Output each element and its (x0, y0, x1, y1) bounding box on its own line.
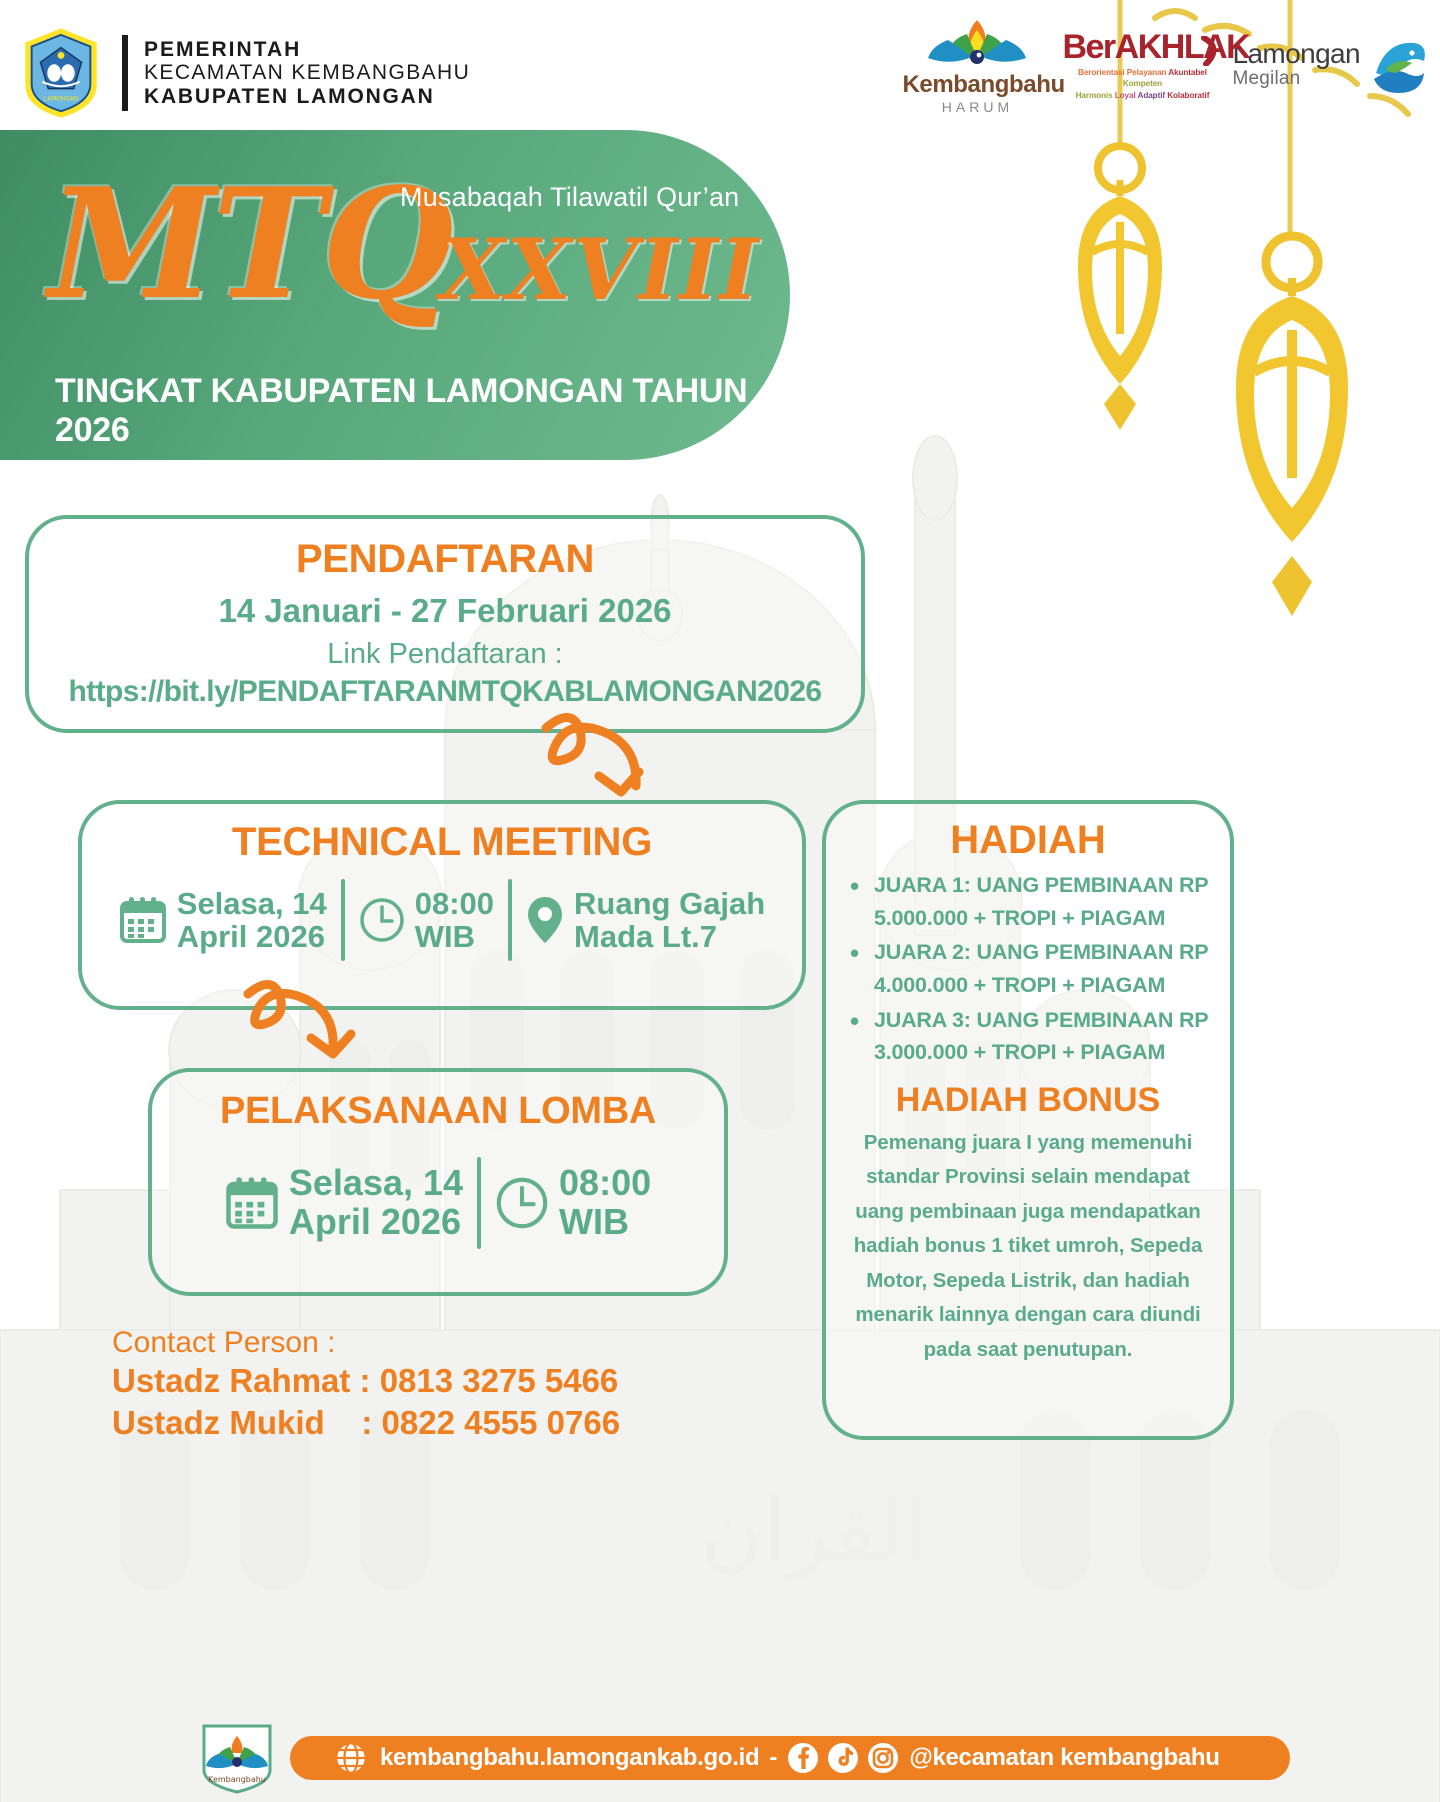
contact-person-1: Ustadz Rahmat : 0813 3275 5466 (112, 1362, 619, 1399)
kembangbahu-sub: HARUM (941, 99, 1014, 115)
pl-date-cell (211, 1164, 477, 1242)
berakhlak-title: BerAKHLAK (1062, 28, 1250, 67)
technical-meeting-card (78, 800, 806, 1010)
pl-date-line-2: April 2026 (288, 1201, 461, 1242)
hadiah-bonus-title: HADIAH BONUS (895, 1081, 1161, 1120)
kembangbahu-lotus-icon (918, 16, 1036, 68)
pendaftaran-link-label: Link Pendaftaran : (327, 638, 563, 670)
footer-social-icons (787, 1742, 899, 1774)
gov-line-3: KABUPATEN LAMONGAN (144, 84, 435, 108)
tm-date-text (177, 887, 327, 954)
pl-time-line-1: 08:00 (559, 1162, 652, 1204)
lamongan-crest-icon (22, 28, 100, 118)
pelaksanaan-lomba-card (148, 1068, 728, 1296)
contact-person-2: Ustadz Mukid : 0822 4555 0766 (112, 1403, 621, 1441)
clock-icon (495, 1174, 549, 1232)
tm-date-line-1: Selasa, 14 (176, 885, 327, 921)
footer-bar (290, 1736, 1290, 1780)
berakhlak-swoosh-icon (1200, 36, 1226, 66)
tm-date-line-2: April 2026 (176, 919, 325, 954)
tm-time-line-1: 08:00 (414, 885, 495, 921)
hadiah-title: HADIAH (950, 818, 1106, 862)
svg-text:القران: القران (700, 1481, 929, 1581)
gov-line-1: PEMERINTAH (144, 37, 302, 61)
pendaftaran-url[interactable]: https://bit.ly/PENDAFTARANMTQKABLAMONGAN2026 (68, 675, 822, 708)
mtq-subtitle: Musabaqah Tilawatil Qur’an (400, 182, 740, 212)
facebook-icon[interactable] (787, 1742, 819, 1774)
page-header (0, 0, 1440, 140)
calendar-icon (225, 1175, 279, 1231)
hadiah-card (822, 800, 1234, 1440)
tm-time-text (415, 887, 494, 954)
tm-place-line-2: Mada Lt.7 (574, 919, 717, 954)
footer-social-handle[interactable]: @kecamatan kembangbahu (909, 1744, 1220, 1771)
lantern-right (1236, 236, 1348, 616)
pl-time-line-2: WIB (559, 1201, 630, 1242)
berakhlak-sub: Berorientasi Pelayanan Akuntabel Kompeten Harmonis Loyal Adaptif Kolaboratif (1075, 68, 1210, 100)
tm-time-cell (345, 887, 508, 954)
gov-line-2: KECAMATAN KEMBANGBAHU (144, 61, 471, 85)
header-divider (122, 35, 128, 111)
footer-website[interactable]: kembangbahu.lamongankab.go.id (380, 1744, 760, 1771)
curved-arrow-down-icon-2 (228, 980, 358, 1080)
lamongan-line-1: Lamongan (1232, 38, 1360, 70)
globe-icon (334, 1741, 368, 1775)
lamongan-line-2: Megilan (1232, 68, 1301, 90)
title-banner (0, 130, 790, 460)
technical-meeting-title: TECHNICAL MEETING (231, 820, 653, 864)
contact-label: Contact Person : (112, 1326, 336, 1359)
tm-date-cell (105, 887, 341, 954)
pl-time-text (559, 1164, 651, 1242)
svg-text:Kembangbahu: Kembangbahu (208, 1775, 266, 1784)
crest-label: LAMONGAN (43, 96, 79, 103)
curved-arrow-down-icon (520, 710, 660, 820)
pelaksanaan-details (152, 1157, 724, 1249)
logo-berakhlak (1062, 28, 1250, 100)
government-text (144, 38, 470, 109)
hadiah-bonus-text: Pemenang juara I yang memenuhi standar Provinsi selain mendapat uang pembinaan juga mendapatkan hadiah bonus 1 tiket umroh, Sepeda Motor, Sepeda Listrik, dan hadiah menarik lainnya dengan cara diundi pada saat penutupan. (853, 1131, 1203, 1361)
tm-place-cell (512, 887, 779, 954)
tm-place-line-1: Ruang Gajah (574, 885, 766, 921)
lamongan-fish-wave-icon (1366, 33, 1432, 99)
calendar-icon (119, 895, 167, 945)
hadiah-list (848, 869, 1216, 1069)
technical-meeting-details (82, 879, 802, 961)
instagram-icon[interactable] (867, 1742, 899, 1774)
mtq-acronym: MTQ (48, 154, 450, 333)
tm-time-line-2: WIB (414, 919, 475, 954)
lantern-left (1078, 146, 1162, 430)
mtq-scope-line: TINGKAT KABUPATEN LAMONGAN TAHUN 2026 (55, 372, 748, 449)
pelaksanaan-title: PELAKSANAAN LOMBA (219, 1090, 657, 1132)
pendaftaran-title: PENDAFTARAN (295, 537, 595, 581)
logo-kembangbahu (902, 16, 1065, 115)
list-item: • JUARA 3: UANG PEMBINAAN RP 3.000.000 + TROPI + PIAGAM (848, 1004, 1216, 1069)
tm-place-text (574, 887, 765, 954)
footer-kembangbahu-badge (198, 1722, 276, 1794)
mtq-roman-numeral: XXVIII (440, 220, 760, 319)
location-pin-icon (526, 894, 564, 946)
pl-date-line-1: Selasa, 14 (288, 1162, 464, 1204)
footer-separator: - (769, 1744, 778, 1771)
tiktok-icon[interactable] (827, 1742, 859, 1774)
government-identity (22, 28, 470, 118)
pendaftaran-card (25, 515, 865, 733)
pl-time-cell (481, 1164, 665, 1242)
clock-icon (359, 895, 405, 945)
contact-block (112, 1326, 620, 1443)
kembangbahu-name: Kembangbahu (902, 71, 1065, 98)
partner-logos (902, 16, 1432, 115)
pl-date-text (289, 1164, 463, 1242)
pendaftaran-dates: 14 Januari - 27 Februari 2026 (218, 592, 672, 629)
list-item: • JUARA 2: UANG PEMBINAAN RP 4.000.000 + TROPI + PIAGAM (848, 936, 1216, 1001)
list-item: • JUARA 1: UANG PEMBINAAN RP 5.000.000 + TROPI + PIAGAM (848, 869, 1216, 934)
logo-lamongan-megilan (1232, 33, 1432, 99)
